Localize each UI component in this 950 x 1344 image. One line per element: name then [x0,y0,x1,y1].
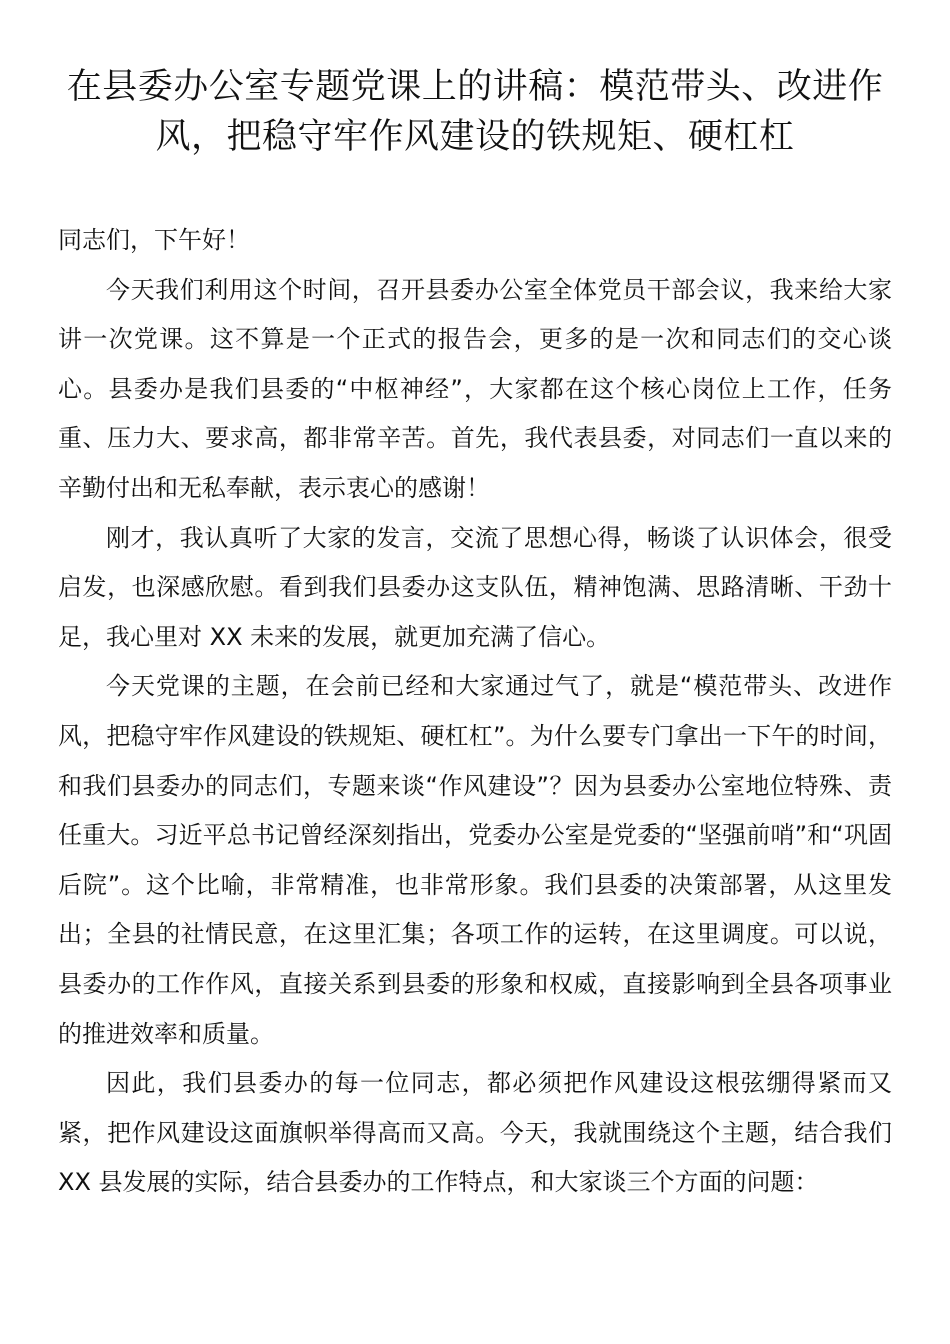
paragraph-1: 今天我们利用这个时间，召开县委办公室全体党员干部会议，我来给大家讲一次党课。这不算是一个正式的报告会，更多的是一次和同志们的交心谈心。县委办是我们县委的“中枢神经”，大家都在这个核心岗位上工作，任务重、压力大、要求高，都非常辛苦。首先，我代表县委，对同志们一直以来的辛勤付出和无私奉献，表示衷心的感谢！ [58,275,892,502]
paragraph-3: 今天党课的主题，在会前已经和大家通过气了，就是“模范带头、改进作风，把稳守牢作风建设的铁规矩、硬杠杠”。为什么要专门拿出一下午的时间，和我们县委办的同志们，专题来谈“作风建设”？因为县委办公室地位特殊、责任重大。习近平总书记曾经深刻指出，党委办公室是党委的“坚强前哨”和“巩固后院”。这个比喻，非常精准，也非常形象。我们县委的决策部署，从这里发出；全县的社情民意，在这里汇集；各项工作的运转，在这里调度。可以说，县委办的工作作风，直接关系到县委的形象和权威，直接影响到全县各项事业的推进效率和质量。 [58,672,892,1048]
paragraph-4: 因此，我们县委办的每一位同志，都必须把作风建设这根弦绷得紧而又紧，把作风建设这面旗帜举得高而又高。今天，我就围绕这个主题，结合我们 XX 县发展的实际，结合县委办的工作特点，和大家谈三个方面的问题： [58,1069,892,1197]
document-title: 在县委办公室专题党课上的讲稿：模范带头、改进作风，把稳守牢作风建设的铁规矩、硬杠杠 [66,67,884,157]
greeting: 同志们，下午好！ [58,226,250,254]
paragraph-2: 刚才，我认真听了大家的发言，交流了思想心得，畅谈了认识体会，很受启发，也深感欣慰。看到我们县委办这支队伍，精神饱满、思路清晰、干劲十足，我心里对 XX 未来的发展，就更加充满了信心。 [58,523,892,651]
